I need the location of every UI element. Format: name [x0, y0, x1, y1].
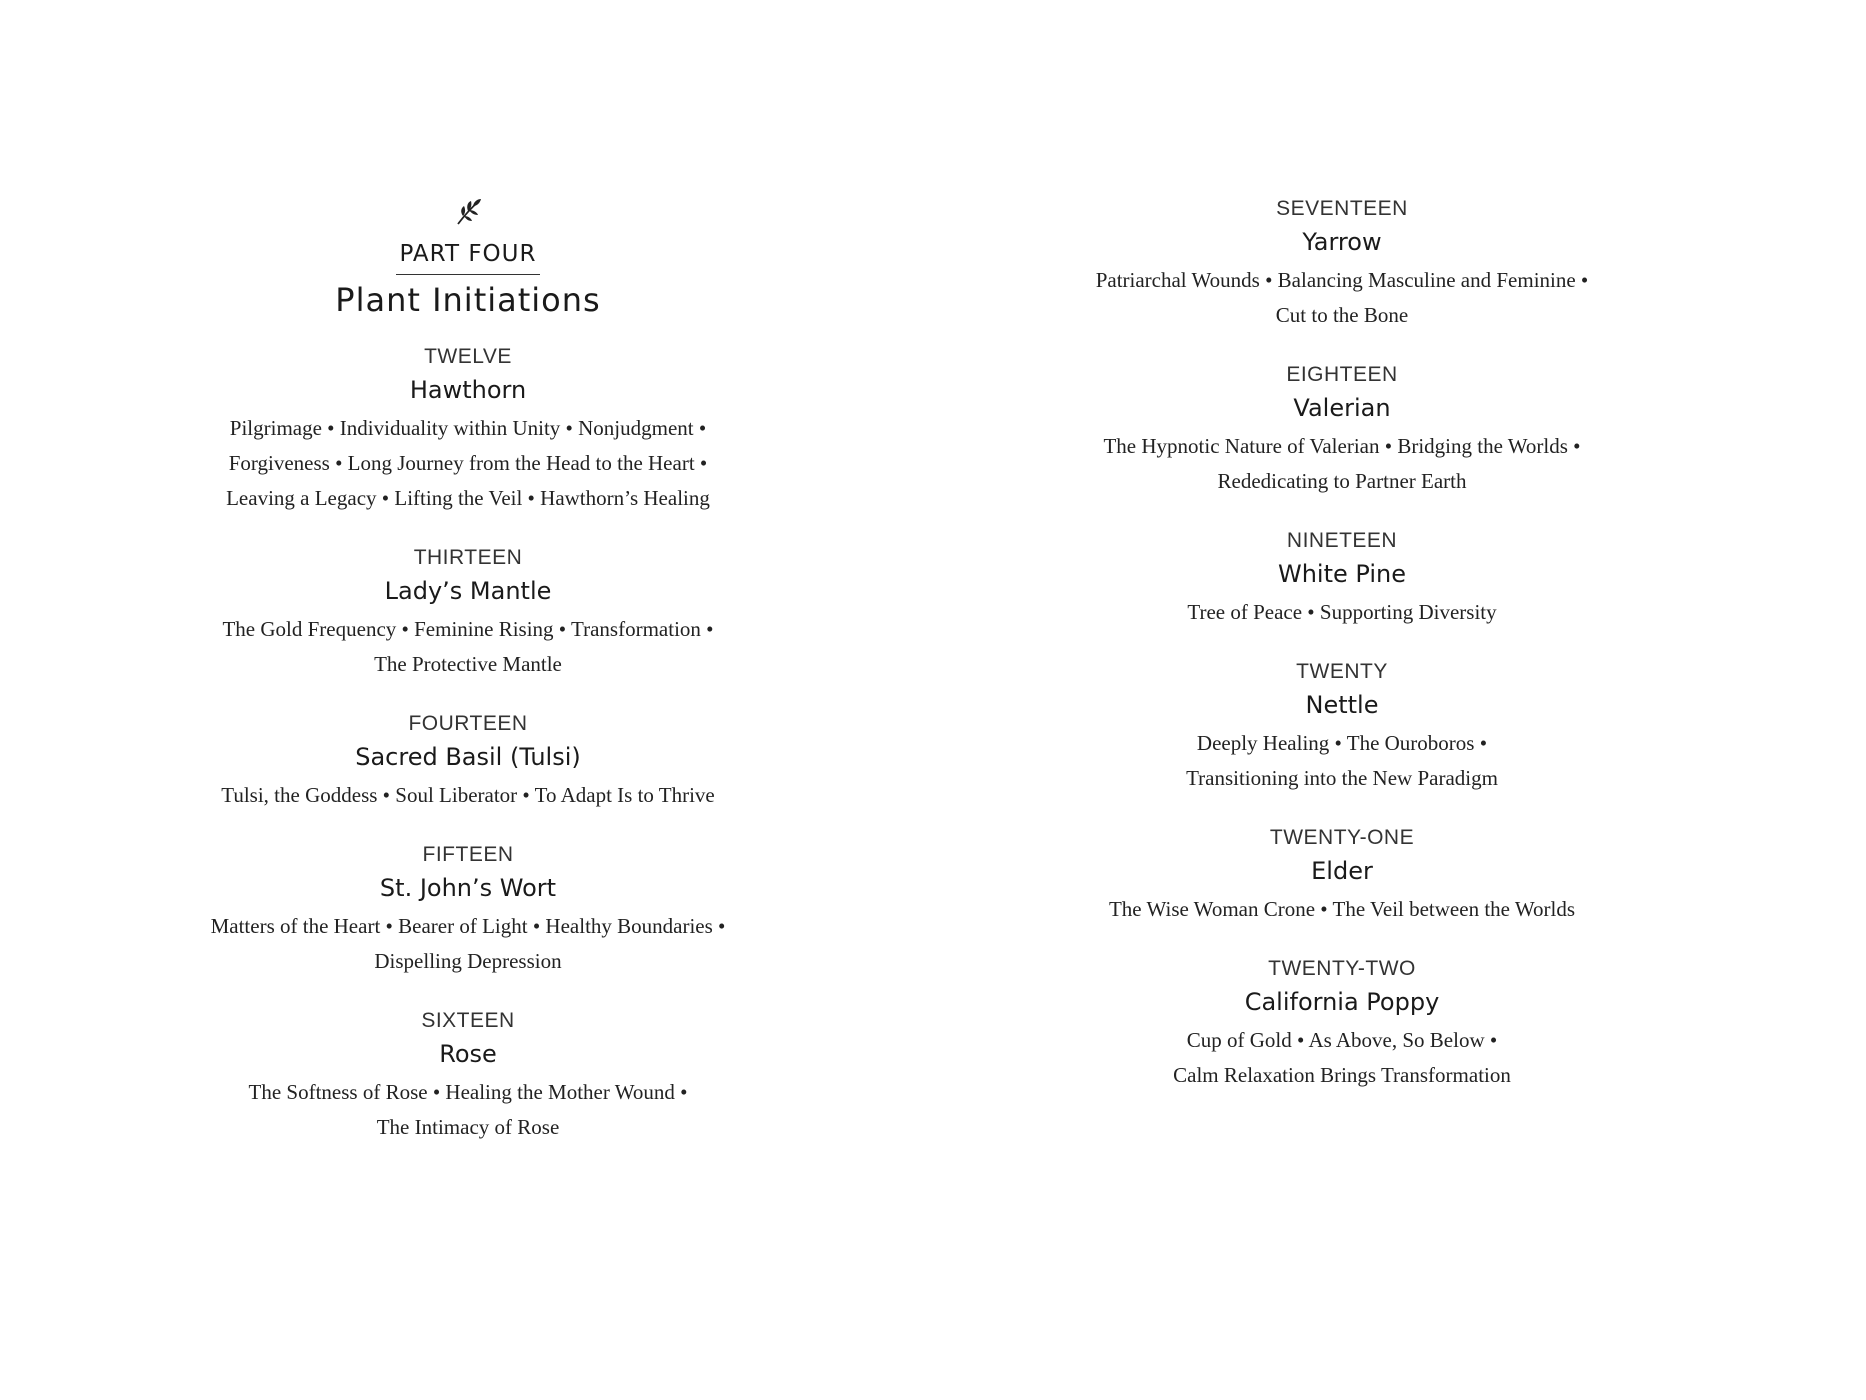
- chapter-title: Nettle: [1305, 691, 1379, 719]
- right-chapter-list: [992, 195, 1692, 1093]
- chapter-number: FIFTEEN: [422, 843, 514, 866]
- chapter-number: NINETEEN: [1286, 529, 1398, 552]
- chapter-title: Lady’s Mantle: [384, 577, 552, 605]
- part-divider: [396, 274, 540, 275]
- chapter-number: SIXTEEN: [421, 1009, 515, 1032]
- chapter-entry: [118, 841, 818, 979]
- topic-line: Leaving a Legacy • Lifting the Veil • Hawthorn’s Healing: [226, 486, 710, 510]
- topic-line: The Protective Mantle: [374, 652, 562, 676]
- chapter-title: Valerian: [1293, 394, 1391, 422]
- chapter-entry: [992, 658, 1692, 796]
- chapter-number: FOURTEEN: [408, 712, 528, 735]
- chapter-number: TWENTY-ONE: [1269, 826, 1415, 849]
- part-title: Plant Initiations: [335, 281, 601, 319]
- chapter-number: SEVENTEEN: [1276, 197, 1408, 220]
- part-label: PART FOUR: [399, 241, 537, 267]
- topic-line: Patriarchal Wounds • Balancing Masculine and Feminine •: [1095, 268, 1589, 292]
- topic-line: Dispelling Depression: [374, 949, 562, 973]
- chapter-title: Sacred Basil (Tulsi): [355, 743, 581, 771]
- topic-line: Tulsi, the Goddess • Soul Liberator • To Adapt Is to Thrive: [221, 783, 715, 807]
- chapter-title: White Pine: [1277, 560, 1406, 588]
- right-column: [992, 195, 1692, 1121]
- chapter-topics: [992, 1023, 1692, 1093]
- chapter-number: TWENTY: [1296, 660, 1388, 683]
- chapter-topics: [118, 1075, 818, 1145]
- chapter-entry: [118, 1007, 818, 1145]
- topic-line: Transitioning into the New Paradigm: [1186, 766, 1498, 790]
- chapter-topics: [992, 429, 1692, 499]
- topic-line: Pilgrimage • Individuality within Unity • Nonjudgment •: [229, 416, 707, 440]
- chapter-number: THIRTEEN: [413, 546, 523, 569]
- chapter-entry: [118, 343, 818, 516]
- chapter-title: Hawthorn: [409, 376, 527, 404]
- topic-line: Cut to the Bone: [1275, 303, 1409, 327]
- chapter-title: Rose: [439, 1040, 497, 1068]
- chapter-number: EIGHTEEN: [1286, 363, 1398, 386]
- chapter-topics: [118, 778, 818, 813]
- topic-line: Forgiveness • Long Journey from the Head to the Heart •: [228, 451, 708, 475]
- chapter-number: TWELVE: [424, 345, 512, 368]
- chapter-entry: [118, 710, 818, 813]
- chapter-topics: [118, 612, 818, 682]
- topic-line: The Gold Frequency • Feminine Rising • Transformation •: [222, 617, 714, 641]
- chapter-topics: [118, 909, 818, 979]
- leaf-sprig-icon: [451, 195, 485, 229]
- topic-line: Deeply Healing • The Ouroboros •: [1196, 731, 1488, 755]
- chapter-entry: [992, 195, 1692, 333]
- chapter-topics: [992, 595, 1692, 630]
- topic-line: Calm Relaxation Brings Transformation: [1173, 1063, 1511, 1087]
- chapter-entry: [992, 955, 1692, 1093]
- topic-line: Matters of the Heart • Bearer of Light • Healthy Boundaries •: [210, 914, 726, 938]
- left-chapter-list: [118, 343, 818, 1145]
- chapter-entry: [118, 544, 818, 682]
- topic-line: Tree of Peace • Supporting Diversity: [1187, 600, 1497, 624]
- chapter-title: Yarrow: [1302, 228, 1382, 256]
- chapter-topics: [992, 726, 1692, 796]
- chapter-topics: [992, 892, 1692, 927]
- right-page: [933, 0, 1866, 1400]
- topic-line: The Intimacy of Rose: [376, 1115, 560, 1139]
- chapter-topics: [118, 411, 818, 516]
- chapter-title: St. John’s Wort: [379, 874, 557, 902]
- chapter-number: TWENTY-TWO: [1268, 957, 1416, 980]
- topic-line: Rededicating to Partner Earth: [1217, 469, 1467, 493]
- chapter-title: California Poppy: [1244, 988, 1440, 1016]
- topic-line: The Wise Woman Crone • The Veil between the Worlds: [1108, 897, 1575, 921]
- topic-line: The Hypnotic Nature of Valerian • Bridging the Worlds •: [1103, 434, 1581, 458]
- chapter-entry: [992, 361, 1692, 499]
- topic-line: Cup of Gold • As Above, So Below •: [1186, 1028, 1498, 1052]
- chapter-title: Elder: [1311, 857, 1373, 885]
- chapter-entry: [992, 824, 1692, 927]
- left-column: [118, 195, 818, 1173]
- chapter-topics: [992, 263, 1692, 333]
- topic-line: The Softness of Rose • Healing the Mother Wound •: [248, 1080, 688, 1104]
- chapter-entry: [992, 527, 1692, 630]
